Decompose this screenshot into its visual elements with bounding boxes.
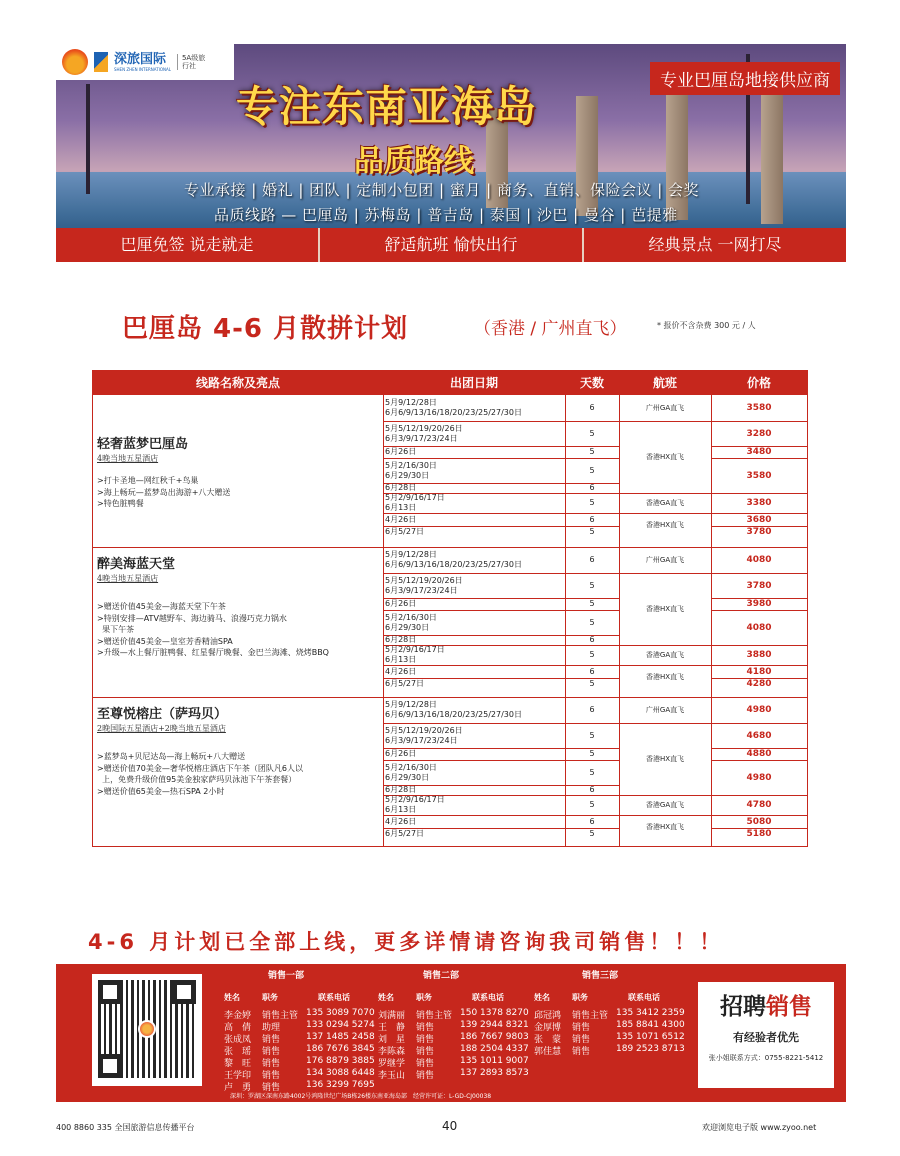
header-flight: 航班: [652, 376, 677, 390]
price: 3980: [746, 599, 772, 609]
departure-dates: [383, 610, 563, 635]
price: 3280: [746, 428, 772, 439]
trip-days: 6: [589, 785, 595, 794]
footer-website: 欢迎浏览电子版 www.zyoo.net: [702, 1123, 817, 1132]
roster-column-header: 联系电话: [628, 993, 660, 1002]
staff-role: 销售主管: [262, 1011, 299, 1021]
price: 5180: [746, 828, 772, 839]
departure-dates: [383, 493, 563, 513]
departure-dates: [383, 458, 563, 483]
trip-days: 5: [589, 580, 595, 590]
date-line: 5月5/12/19/20/26日: [385, 423, 463, 433]
banner-headline: 专注东南亚海岛: [236, 82, 538, 131]
date-line: 6月29/30日: [385, 470, 430, 480]
departure-dates: [383, 723, 563, 748]
departure-dates: [383, 815, 563, 828]
staff-phone: 150 1378 8270: [460, 1008, 529, 1018]
price: 4080: [746, 622, 772, 633]
staff-phone: 137 1485 2458: [306, 1032, 375, 1042]
roster-column-header: 职务: [262, 993, 278, 1002]
staff-name: 李玉山: [378, 1071, 406, 1081]
sales-contacts: [56, 964, 846, 1102]
banner: [56, 44, 846, 262]
qr-logo-icon: [138, 1020, 156, 1038]
row-divider: [619, 573, 711, 574]
price: 3380: [746, 498, 772, 508]
departure-dates: [383, 697, 563, 723]
highlight-item: >赠送价值45美金—海蓝天堂下午茶: [97, 602, 226, 611]
table-header: [93, 371, 807, 395]
staff-role: 销售: [572, 1023, 591, 1033]
row-divider: [619, 723, 711, 724]
highlight-item: >特色脏鸭餐: [97, 499, 144, 508]
staff-role: 销售: [572, 1035, 591, 1045]
staff-phone: 185 8841 4300: [616, 1020, 685, 1030]
page-number: 40: [442, 1119, 458, 1133]
staff-role: 销售: [416, 1059, 435, 1069]
header-route: 线路名称及亮点: [195, 376, 280, 390]
price: 3580: [746, 403, 772, 413]
row-divider: [711, 526, 807, 527]
departure-dates: [383, 573, 563, 598]
departure-dates: [383, 760, 563, 785]
date-line: 4月26日: [385, 514, 417, 524]
date-line: 6月5/27日: [385, 828, 425, 838]
roster-column-header: 职务: [416, 993, 432, 1002]
staff-name: 李陈森: [378, 1047, 406, 1057]
route-name: 至尊悦榕庄（萨玛贝）: [97, 707, 228, 722]
date-line: 6月28日: [385, 483, 417, 492]
row-divider: [619, 815, 711, 816]
logo-name: 深旅国际: [114, 51, 167, 67]
qr-corner: [98, 980, 122, 1004]
logo-english: SHEN ZHEN INTERNATIONAL: [114, 66, 171, 72]
staff-name: 王学印: [224, 1071, 252, 1081]
trip-days: 5: [589, 678, 595, 688]
trip-days: 6: [589, 514, 595, 524]
row-divider: [711, 610, 807, 611]
date-line: 5月2/9/16/17日: [385, 493, 445, 502]
date-line: 5月2/9/16/17日: [385, 795, 445, 804]
roster-column-header: 联系电话: [472, 993, 504, 1002]
staff-role: 销售主管: [416, 1011, 453, 1021]
departure-dates: [383, 665, 563, 678]
departure-dates: [383, 513, 563, 526]
recruit-title: [698, 988, 834, 1021]
date-line: 5月2/16/30日: [385, 612, 437, 622]
stone-pillar: [761, 84, 783, 224]
route-highlights: [97, 601, 367, 659]
highlight-item: >赠送价值70美金—奢华悦榕庄酒店下午茶（团队凡6人以: [97, 763, 303, 773]
slogan-bar: [56, 228, 846, 262]
date-line: 4月26日: [385, 666, 417, 676]
row-divider: [711, 665, 807, 666]
flight-type: 香港HX直飞: [645, 755, 685, 763]
price: 4280: [746, 678, 772, 689]
page-title: 巴厘岛 4-6 月散拼计划: [122, 314, 409, 344]
date-line: 5月2/16/30日: [385, 762, 437, 772]
trip-days: 5: [589, 428, 595, 438]
flight-type: 香港GA直飞: [645, 499, 685, 507]
price: 4180: [746, 666, 772, 677]
row-divider: [711, 458, 807, 459]
company-address: 深圳：罗湖区深南东路4002号鸿隆世纪广场B栋26楼东南亚海岛部 经营许可证：L-GD-CJ00038: [230, 1093, 492, 1100]
trip-days: 6: [589, 666, 595, 676]
date-line: 6月13日: [385, 503, 417, 512]
staff-name: 张成凤: [224, 1035, 252, 1045]
price: 3680: [746, 514, 772, 525]
trip-days: 5: [589, 465, 595, 475]
highlight-item: >特别安排—ATV越野车、海边骑马、浪漫巧克力锅水: [97, 613, 287, 623]
route-hotel: 4晚当地五星酒店: [97, 454, 159, 463]
staff-phone: 186 7676 3845: [306, 1044, 375, 1054]
price: 3780: [746, 580, 772, 591]
slogan: 巴厘免签 说走就走: [56, 228, 320, 262]
staff-name: 郭佳慧: [534, 1047, 562, 1057]
row-divider: [711, 598, 807, 599]
roster-column-header: 姓名: [224, 993, 240, 1002]
stone-pillar: [666, 90, 688, 220]
date-line: 6月3/9/17/23/24日: [385, 585, 458, 595]
department-name: 销售二部: [423, 971, 460, 981]
departure-dates: [383, 598, 563, 610]
qr-code: [92, 974, 202, 1086]
route-hotel: 4晚当地五星酒店: [97, 574, 159, 583]
date-line: 6月13日: [385, 655, 417, 664]
trip-days: 5: [589, 498, 595, 507]
staff-role: 销售: [262, 1035, 281, 1045]
departure-dates: [383, 395, 563, 421]
row-divider: [711, 795, 807, 796]
row-divider: [711, 446, 807, 447]
date-line: 6月13日: [385, 805, 417, 814]
price: 4980: [746, 705, 772, 715]
row-divider: [711, 723, 807, 724]
highlight-item: >赠送价值65美金—热石SPA 2小时: [97, 786, 225, 796]
trip-days: 5: [589, 749, 595, 758]
highlight-item: 上，免费升级价值95美金独家萨玛贝泳池下午茶套餐）: [97, 775, 297, 784]
recruit-box: [698, 982, 834, 1088]
date-line: 6月28日: [385, 785, 417, 794]
header-price: 价格: [746, 376, 771, 390]
price: 5080: [746, 816, 772, 827]
date-line: 6月3/9/17/23/24日: [385, 433, 458, 443]
staff-name: 卢 勇: [224, 1083, 252, 1093]
staff-phone: 189 2523 8713: [616, 1044, 685, 1054]
row-divider: [711, 828, 807, 829]
flight-type: 广州GA直飞: [645, 706, 685, 714]
date-line: 5月9/12/28日: [385, 398, 437, 407]
date-line: 6月28日: [385, 635, 417, 644]
staff-name: 张 蒙: [534, 1035, 562, 1045]
trip-days: 5: [589, 526, 595, 536]
price: 4680: [746, 730, 772, 741]
staff-name: 王 静: [378, 1023, 406, 1033]
price: 4880: [746, 749, 772, 759]
flight-type: 香港GA直飞: [645, 801, 685, 809]
staff-role: 销售: [416, 1071, 435, 1081]
departure-dates: [383, 547, 563, 573]
row-divider: [711, 815, 807, 816]
staff-phone: 135 3089 7070: [306, 1008, 375, 1018]
recruit-subtitle: 有经验者优先: [733, 1031, 799, 1044]
slogan: 舒适航班 愉快出行: [320, 228, 584, 262]
flight-type: 香港HX直飞: [645, 823, 685, 831]
closing-headline: 4-6 月计划已全部上线，更多详情请咨询我司销售！！！: [88, 930, 725, 954]
date-line: 6月26日: [385, 749, 417, 758]
staff-phone: 133 0294 5274: [306, 1020, 375, 1030]
row-divider: [711, 573, 807, 574]
slogan: 经典景点 一网打尽: [648, 235, 782, 254]
roster-column-header: 姓名: [534, 993, 550, 1002]
date-line: 5月9/12/28日: [385, 550, 437, 559]
date-line: 6月26日: [385, 599, 417, 608]
palm-tree: [86, 84, 90, 194]
trip-days: 6: [589, 635, 595, 644]
departure-dates: [383, 795, 563, 815]
highlight-item: >打卡圣地—网红秋千+鸟巢: [97, 476, 199, 485]
row-divider: [619, 513, 711, 514]
staff-phone: 134 3088 6448: [306, 1068, 375, 1078]
staff-role: 销售: [416, 1047, 435, 1057]
route-highlights: [97, 751, 367, 797]
trip-days: 5: [589, 828, 595, 838]
trip-days: 6: [589, 555, 595, 564]
department-name: 销售三部: [582, 971, 619, 981]
staff-name: 李金婷: [224, 1011, 252, 1021]
qr-corner: [98, 1054, 122, 1078]
header-dates: 出团日期: [449, 376, 498, 390]
route-highlights: [97, 475, 367, 510]
row-divider: [619, 421, 711, 422]
staff-phone: 176 8879 3885: [306, 1056, 375, 1066]
company-logo: [56, 44, 234, 80]
staff-phone: 186 7667 9803: [460, 1032, 529, 1042]
flight-type: 香港HX直飞: [645, 453, 685, 461]
services-line: 专业承接 | 婚礼 | 团队 | 定制小包团 | 蜜月 | 商务、直销、保险会议 | 会奖: [184, 181, 700, 199]
brand-mark-icon: [94, 52, 108, 72]
flight-type: 香港HX直飞: [645, 605, 685, 613]
row-divider: [619, 645, 711, 646]
staff-name: 罗继学: [378, 1059, 406, 1069]
staff-role: 销售: [416, 1035, 435, 1045]
departure-dates: [383, 421, 563, 446]
date-line: 6月29/30日: [385, 622, 430, 632]
highlight-item: >海上畅玩—蓝梦岛出海游+八大赠送: [97, 487, 231, 497]
logo-rank: 5A级旅行社: [177, 54, 207, 71]
staff-phone: 135 1011 9007: [460, 1056, 529, 1066]
price: 4780: [746, 800, 772, 810]
date-line: 6月3/9/17/23/24日: [385, 735, 458, 745]
staff-phone: 135 3412 2359: [616, 1008, 685, 1018]
trip-days: 6: [589, 403, 595, 412]
departure-dates: [383, 785, 563, 795]
staff-name: 高 倩: [224, 1023, 252, 1033]
flight-type: 香港GA直飞: [645, 651, 685, 659]
trip-days: 5: [589, 650, 595, 659]
staff-name: 黎 旺: [224, 1059, 252, 1069]
date-line: 5月2/16/30日: [385, 460, 437, 470]
qr-corner: [172, 980, 196, 1004]
departure-dates: [383, 678, 563, 689]
recruit-title-b: 销售: [766, 994, 812, 1020]
recruit-contact: 张小姐联系方式：0755-8221-5412: [708, 1054, 824, 1062]
departure-dates: [383, 526, 563, 537]
staff-name: 邱冠鸿: [534, 1011, 562, 1021]
row-divider: [619, 795, 711, 796]
date-line: 6月26日: [385, 447, 417, 456]
route-hotel: 2晚国际五星酒店+2晚当地五星酒店: [97, 724, 226, 733]
row-divider: [711, 421, 807, 422]
price: 3780: [746, 526, 772, 537]
page: [56, 44, 846, 1100]
row-divider: [711, 748, 807, 749]
roster-column-header: 职务: [572, 993, 588, 1002]
staff-role: 销售主管: [572, 1011, 609, 1021]
staff-role: 助理: [262, 1023, 281, 1033]
departure-dates: [383, 748, 563, 760]
staff-role: 销售: [262, 1083, 281, 1093]
trip-days: 6: [589, 705, 595, 714]
flight-type: 香港HX直飞: [645, 673, 685, 681]
staff-role: 销售: [416, 1023, 435, 1033]
row-divider: [711, 760, 807, 761]
staff-role: 销售: [262, 1059, 281, 1069]
date-line: 5月5/12/19/20/26日: [385, 575, 463, 585]
highlight-item: >升级—水上餐厅脏鸭餐、红星餐厅晚餐、金巴兰海滩、烧烤BBQ: [97, 648, 329, 657]
date-line: 6月6/9/13/16/18/20/23/25/27/30日: [385, 710, 522, 719]
date-line: 6月29/30日: [385, 772, 430, 782]
trip-days: 5: [589, 617, 595, 627]
footer-hotline: 400 8860 335 全国旅游信息传播平台: [56, 1123, 195, 1132]
price: 3580: [746, 470, 772, 481]
flight-type: 广州GA直飞: [645, 404, 685, 412]
date-line: 5月9/12/28日: [385, 700, 437, 709]
header-days: 天数: [579, 376, 604, 390]
date-line: 6月6/9/13/16/18/20/23/25/27/30日: [385, 560, 522, 569]
routes-line: 品质线路 — 巴厘岛 | 苏梅岛 | 普吉岛 | 泰国 | 沙巴 | 曼谷 | 芭提雅: [214, 206, 678, 224]
highlight-item: >蓝梦岛+贝尼达岛—海上畅玩+八大赠送: [97, 752, 246, 761]
staff-name: 刘满丽: [378, 1011, 406, 1021]
trip-days: 5: [589, 767, 595, 777]
row-divider: [711, 493, 807, 494]
staff-name: 刘 星: [378, 1035, 406, 1045]
route-name: 轻奢蓝梦巴厘岛: [97, 437, 189, 452]
departure-dates: [383, 828, 563, 839]
trip-days: 5: [589, 730, 595, 740]
row-divider: [619, 493, 711, 494]
staff-name: 张 瑶: [224, 1047, 252, 1057]
highlight-item: >赠送价值45美金—皇室芳香精油SPA: [97, 636, 233, 646]
department-name: 销售一部: [268, 971, 305, 981]
staff-phone: 135 1071 6512: [616, 1032, 685, 1042]
title-route: （香港 / 广州直飞）: [474, 319, 627, 339]
departure-dates: [383, 446, 563, 458]
itinerary-table: [92, 370, 808, 847]
departure-dates: [383, 635, 563, 645]
trip-days: 6: [589, 483, 595, 492]
price: 4980: [746, 772, 772, 783]
staff-role: 销售: [572, 1047, 591, 1057]
staff-role: 销售: [262, 1047, 281, 1057]
date-line: 6月6/9/13/16/18/20/23/25/27/30日: [385, 408, 522, 417]
row-divider: [711, 645, 807, 646]
trip-days: 5: [589, 800, 595, 809]
row-divider: [711, 678, 807, 679]
price: 4080: [746, 555, 772, 565]
staff-name: 金厚博: [534, 1023, 562, 1033]
roster-column-header: 联系电话: [318, 993, 350, 1002]
trip-days: 6: [589, 816, 595, 826]
trip-days: 5: [589, 447, 595, 456]
staff-phone: 136 3299 7695: [306, 1080, 375, 1090]
price: 3480: [746, 447, 772, 457]
flight-type: 香港HX直飞: [645, 521, 685, 529]
price: 3880: [746, 650, 772, 660]
row-divider: [711, 513, 807, 514]
highlight-item: 果下午茶: [97, 625, 135, 634]
date-line: 6月5/27日: [385, 678, 425, 688]
price-note: * 报价不含杂费 300 元 / 人: [657, 321, 756, 330]
staff-phone: 137 2893 8573: [460, 1068, 529, 1078]
sun-logo-icon: [62, 49, 88, 75]
recruit-title-a: 招聘: [720, 994, 766, 1020]
trip-days: 5: [589, 599, 595, 608]
banner-subline: 品质路线: [354, 144, 474, 179]
date-line: 5月2/9/16/17日: [385, 645, 445, 654]
date-line: 4月26日: [385, 816, 417, 826]
flight-type: 广州GA直飞: [645, 556, 685, 564]
row-divider: [619, 665, 711, 666]
roster-column-header: 姓名: [378, 993, 394, 1002]
departure-dates: [383, 645, 563, 665]
route-name: 醉美海蓝天堂: [97, 557, 176, 572]
supplier-tag: 专业巴厘岛地接供应商: [650, 62, 840, 95]
staff-phone: 139 2944 8321: [460, 1020, 529, 1030]
date-line: 5月5/12/19/20/26日: [385, 725, 463, 735]
departure-dates: [383, 483, 563, 493]
staff-role: 销售: [262, 1071, 281, 1081]
staff-phone: 188 2504 4337: [460, 1044, 529, 1054]
date-line: 6月5/27日: [385, 526, 425, 536]
